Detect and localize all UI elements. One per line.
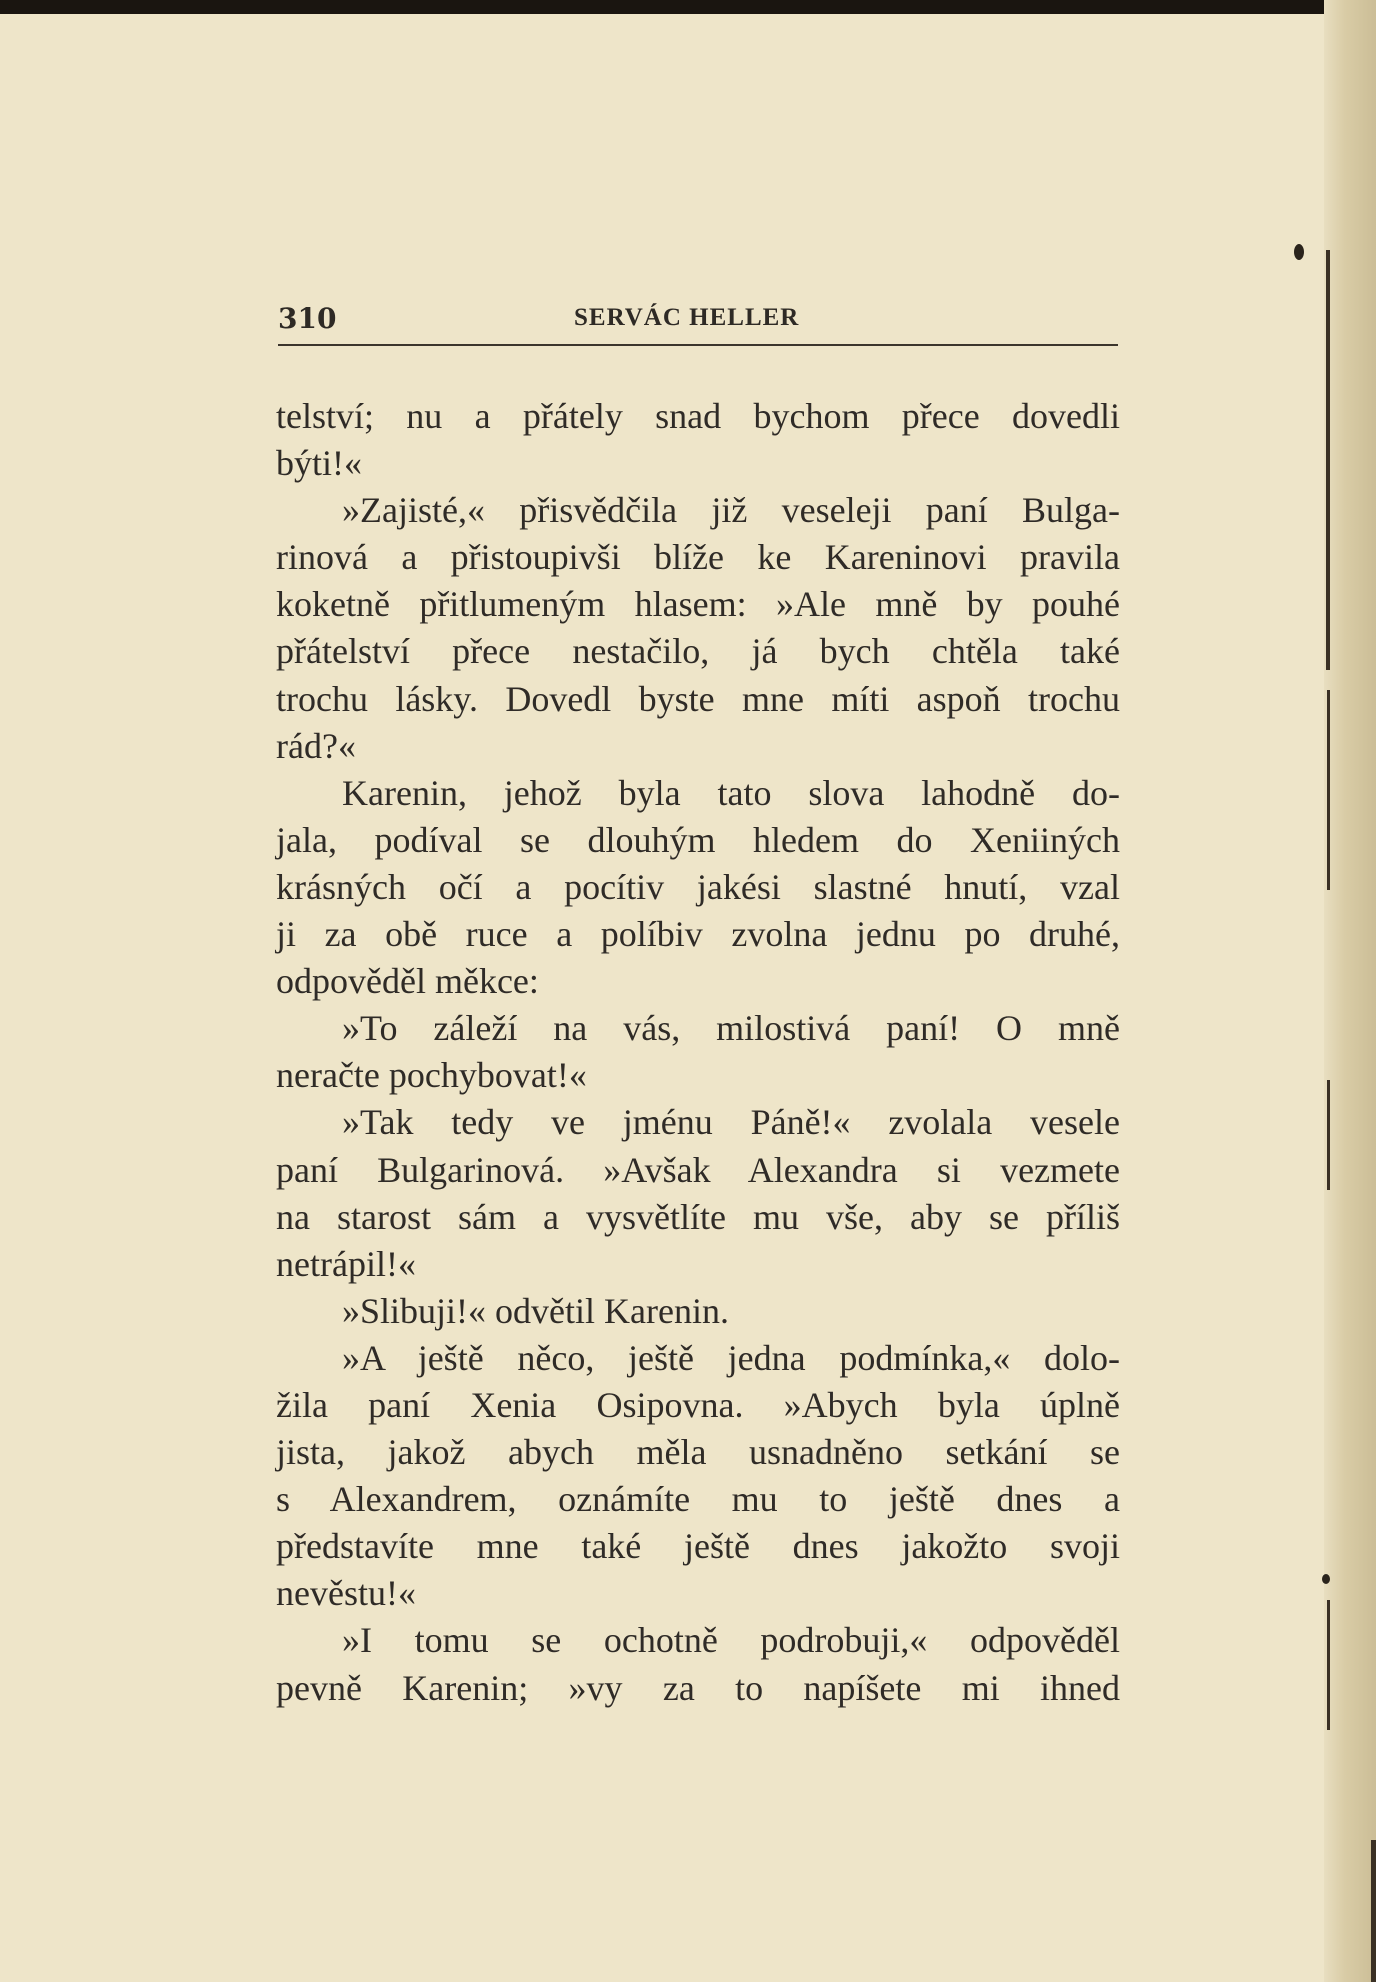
text-line: paní Bulgarinová. »Avšak Alexandra si vezmete (276, 1149, 1120, 1190)
text-line: odpověděl měkce: (276, 961, 539, 1002)
text-line: žila paní Xenia Osipovna. »Abych byla úplně (276, 1384, 1120, 1425)
text-line: jista, jakož abych měla usnadněno setkání se (276, 1432, 1120, 1473)
ink-speck (1294, 244, 1304, 260)
text-line: jala, podíval se dlouhým hledem do Xeniiných (276, 819, 1120, 860)
binding-shadow-line (1326, 250, 1330, 670)
text-line: trochu lásky. Dovedl byste mne míti aspoň trochu (276, 678, 1120, 719)
text-line: s Alexandrem, oznámíte mu to ještě dnes a (276, 1479, 1120, 1520)
text-line: »To záleží na vás, milostivá paní! O mně (342, 1008, 1120, 1049)
text-line: koketně přitlumeným hlasem: »Ale mně by pouhé (276, 584, 1120, 625)
text-line: rinová a přistoupivši blíže ke Kareninovi pravila (276, 537, 1120, 578)
text-line: představíte mne také ještě dnes jakožto svoji (276, 1526, 1120, 1567)
binding-shadow-line (1327, 1600, 1330, 1730)
binding-shadow-line (1327, 690, 1330, 890)
body-text (276, 393, 1120, 1712)
text-line: rád?« (276, 725, 356, 766)
scan-top-edge (0, 0, 1376, 14)
text-line: neračte pochybovat!« (276, 1055, 587, 1096)
text-line: »Slibuji!« odvětil Karenin. (342, 1290, 729, 1331)
text-line: »Tak tedy ve jménu Páně!« zvolala vesele (342, 1102, 1120, 1143)
text-line: »Zajisté,« přisvědčila již veseleji paní Bulga- (342, 490, 1120, 531)
text-line: býti!« (276, 443, 362, 484)
binding-shadow-line (1327, 1080, 1330, 1190)
text-line: nevěstu!« (276, 1573, 416, 1614)
binding-shadow-line (1371, 1840, 1376, 1982)
page-binding-edge (1324, 0, 1376, 1982)
ink-speck (1322, 1574, 1330, 1584)
text-line: na starost sám a vysvětlíte mu vše, aby se příliš (276, 1196, 1120, 1237)
text-line: »I tomu se ochotně podrobuji,« odpověděl (342, 1620, 1120, 1661)
running-title: SERVÁC HELLER (574, 304, 800, 331)
page-number: 310 (278, 302, 337, 335)
page-header (278, 300, 1118, 346)
text-line: ji za obě ruce a políbiv zvolna jednu po druhé, (276, 914, 1120, 955)
text-line: krásných očí a pocítiv jakési slastné hnutí, vzal (276, 866, 1120, 907)
text-line: telství; nu a přátely snad bychom přece dovedli (276, 396, 1120, 436)
text-line: »A ještě něco, ještě jedna podmínka,« dolo- (342, 1337, 1120, 1378)
text-line: netrápil!« (276, 1243, 416, 1284)
text-line: přátelství přece nestačilo, já bych chtěla také (276, 631, 1120, 672)
text-line: pevně Karenin; »vy za to napíšete mi ihned (276, 1667, 1120, 1708)
text-line: Karenin, jehož byla tato slova lahodně do- (342, 772, 1120, 813)
